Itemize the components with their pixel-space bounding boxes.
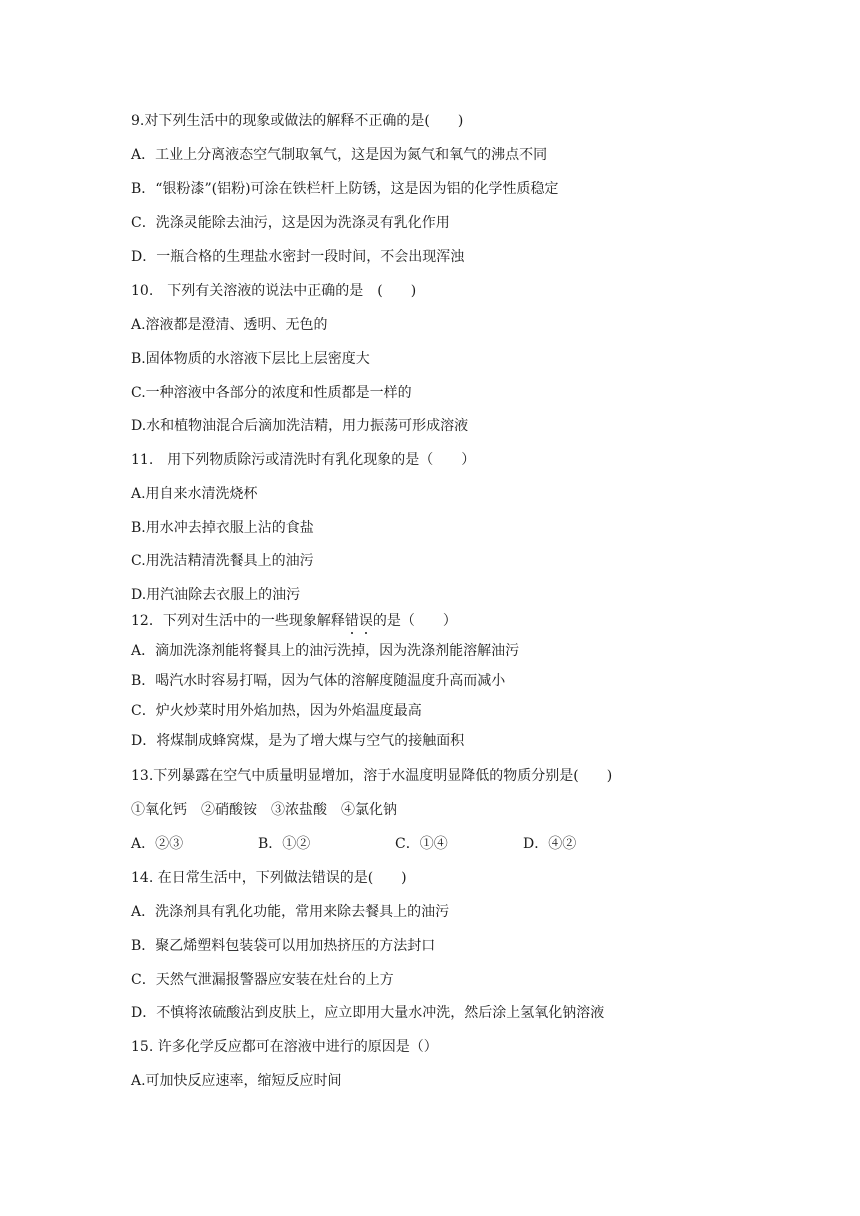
q12-option-d: D．将煤制成蜂窝煤，是为了增大煤与空气的接触面积 [131, 733, 465, 749]
q12-option-b: B．喝汽水时容易打嗝，因为气体的溶解度随温度升高而减小 [131, 673, 506, 689]
q11-option-d: D.用汽油除去衣服上的油污 [131, 587, 301, 603]
q11-stem: 11. 用下列物质除污或清洗时有乳化现象的是（ ） [131, 452, 476, 468]
q13-options-row [131, 835, 731, 853]
q13-option-a: A．②③ [131, 836, 184, 852]
q11-option-c: C.用洗洁精清洗餐具上的油污 [131, 553, 314, 569]
q9-option-c: C．洗涤灵能除去油污，这是因为洗涤灵有乳化作用 [131, 215, 450, 231]
q9-option-a: A．工业上分离液态空气制取氧气，这是因为氮气和氧气的沸点不同 [131, 147, 548, 163]
q14-option-d: D．不慎将浓硫酸沾到皮肤上，应立即用大量水冲洗，然后涂上氢氧化钠溶液 [131, 1005, 605, 1021]
q13-option-d: D．④② [523, 836, 577, 852]
q13-stem: 13.下列暴露在空气中质量明显增加，溶于水温度明显降低的物质分别是( ) [131, 768, 613, 784]
q13-option-b: B．①② [258, 836, 311, 852]
q9-option-b: B．“银粉漆”(铝粉)可涂在铁栏杆上防锈，这是因为铝的化学性质稳定 [131, 181, 559, 197]
q14-option-c: C．天然气泄漏报警器应安装在灶台的上方 [131, 972, 394, 988]
q10-option-d: D.水和植物油混合后滴加洗洁精，用力振荡可形成溶液 [131, 418, 469, 434]
q10-option-c: C.一种溶液中各部分的浓度和性质都是一样的 [131, 385, 412, 401]
q10-option-b: B.固体物质的水溶液下层比上层密度大 [131, 351, 370, 367]
q15-option-a: A.可加快反应速率，缩短反应时间 [131, 1073, 342, 1089]
q9-stem: 9.对下列生活中的现象或做法的解释不正确的是( ) [131, 113, 464, 129]
q12-stem-after: 的是（ ） [372, 613, 457, 629]
q14-option-b: B．聚乙烯塑料包装袋可以用加热挤压的方法封口 [131, 938, 436, 954]
q13-option-c: C．①④ [395, 836, 448, 852]
q12-emphasis-char-1: 错 [344, 613, 359, 629]
q14-stem: 14. 在日常生活中，下列做法错误的是( ) [131, 870, 407, 886]
q10-stem: 10. 下列有关溶液的说法中正确的是 ( ) [131, 283, 417, 299]
q9-option-d: D．一瓶合格的生理盐水密封一段时间，不会出现浑浊 [131, 249, 465, 265]
q14-option-a: A．洗涤剂具有乳化功能，常用来除去餐具上的油污 [131, 904, 450, 920]
q12-option-c: C．炉火炒菜时用外焰加热，因为外焰温度最高 [131, 703, 422, 719]
q12-emphasis-char-2: 误 [358, 613, 373, 629]
q11-option-b: B.用水冲去掉衣服上沾的食盐 [131, 520, 314, 536]
q12-stem [131, 612, 457, 630]
q11-option-a: A.用自来水清洗烧杯 [131, 486, 258, 502]
q13-items: ①氧化钙 ②硝酸铵 ③浓盐酸 ④氯化钠 [131, 802, 397, 818]
q12-stem-before: 12．下列对生活中的一些现象解释 [131, 613, 345, 629]
q15-stem: 15. 许多化学反应都可在溶液中进行的原因是（） [131, 1039, 438, 1055]
q12-option-a: A．滴加洗涤剂能将餐具上的油污洗掉，因为洗涤剂能溶解油污 [131, 643, 520, 659]
q10-option-a: A.溶液都是澄清、透明、无色的 [131, 317, 328, 333]
